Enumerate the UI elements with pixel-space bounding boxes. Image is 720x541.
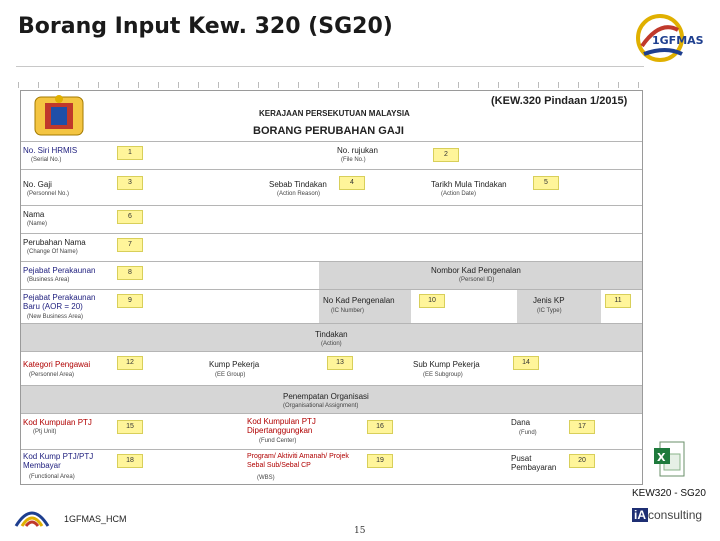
ic-section-header — [319, 262, 642, 290]
field-box[interactable]: 8 — [117, 266, 143, 280]
field-label: Sub Kump Pekerja — [413, 360, 480, 369]
form-header-org: KERAJAAN PERSEKUTUAN MALAYSIA — [259, 109, 410, 118]
action-section-sub: (Action) — [321, 341, 342, 347]
field-box[interactable]: 4 — [339, 176, 365, 190]
form-row — [21, 169, 642, 206]
field-sublabel: (Serial No.) — [31, 157, 62, 163]
field-box[interactable]: 9 — [117, 294, 143, 308]
form-row — [21, 385, 642, 414]
field-label: Program/ Aktiviti Amanah/ Projek Sebal Sub/Sebal CP — [247, 453, 349, 469]
form-row — [21, 449, 642, 484]
field-sublabel: (IC Type) — [537, 308, 562, 314]
field-label: Pejabat Perakaunan — [23, 266, 96, 275]
svg-text:X: X — [657, 451, 666, 464]
form-header-title: BORANG PERUBAHAN GAJI — [253, 125, 404, 137]
field-sublabel: (Ptj Unit) — [33, 429, 57, 435]
field-sublabel: (New Business Area) — [27, 314, 84, 320]
form-row — [21, 323, 642, 352]
action-section-title: Tindakan — [315, 330, 348, 339]
field-label: Perubahan Nama — [23, 238, 86, 247]
field-box[interactable]: 19 — [367, 454, 393, 468]
field-box[interactable]: 20 — [569, 454, 595, 468]
page-number: 15 — [354, 526, 366, 536]
field-sublabel: (Fund) — [519, 430, 537, 436]
action-section-header — [21, 324, 642, 352]
field-sublabel: (Action Reason) — [277, 191, 321, 197]
field-box[interactable]: 3 — [117, 176, 143, 190]
field-box[interactable]: 13 — [327, 356, 353, 370]
brand-logo-text: 1GFMAS — [652, 34, 704, 47]
malaysia-crest-icon — [21, 91, 131, 141]
field-label: Kategori Pengawai — [23, 360, 91, 369]
footer-text: 1GFMAS_HCM — [64, 514, 127, 524]
form-row — [21, 351, 642, 386]
field-label: No. rujukan — [337, 146, 378, 155]
field-label: No. Gaji — [23, 180, 52, 189]
field-sublabel: (Fund Center) — [259, 438, 297, 444]
consulting-text: consulting — [648, 508, 703, 522]
org-section-sub: (Organisational Assignment) — [283, 403, 359, 409]
1gfmas-logo-icon — [636, 10, 708, 66]
consulting-logo — [632, 508, 702, 522]
ruler-strip — [18, 82, 643, 88]
field-sublabel: (EE Subgroup) — [423, 372, 463, 378]
field-label: Kod Kumpulan PTJ Dipertanggungkan — [247, 417, 316, 435]
field-label: No. Siri HRMIS — [23, 146, 78, 155]
field-label: Tarikh Mula Tindakan — [431, 180, 507, 189]
field-box[interactable]: 10 — [419, 294, 445, 308]
field-box[interactable]: 7 — [117, 238, 143, 252]
field-box[interactable]: 18 — [117, 454, 143, 468]
excel-file-icon[interactable] — [652, 440, 688, 480]
field-label: Sebab Tindakan — [269, 180, 327, 189]
form-row — [21, 205, 642, 234]
form-row — [21, 233, 642, 262]
ic-section-sub: (Personel ID) — [459, 277, 495, 283]
field-box[interactable]: 14 — [513, 356, 539, 370]
consulting-brand: iA — [634, 508, 646, 522]
form-row — [21, 289, 642, 324]
slide-title: Borang Input Kew. 320 (SG20) — [18, 14, 393, 39]
field-label: Jenis KP — [533, 296, 565, 305]
field-sublabel: (File No.) — [341, 157, 366, 163]
field-sublabel: (Change Of Name) — [27, 249, 78, 255]
field-box[interactable]: 12 — [117, 356, 143, 370]
field-sublabel: (Name) — [27, 221, 48, 227]
field-box[interactable]: 5 — [533, 176, 559, 190]
field-box[interactable]: 16 — [367, 420, 393, 434]
field-label: No Kad Pengenalan — [323, 296, 395, 305]
field-box[interactable]: 17 — [569, 420, 595, 434]
ic-section-title: Nombor Kad Pengenalan — [431, 266, 521, 275]
field-box[interactable]: 15 — [117, 420, 143, 434]
field-label: Kump Pekerja — [209, 360, 260, 369]
org-section-header — [21, 386, 642, 414]
title-divider — [16, 66, 644, 67]
field-label: Nama — [23, 210, 45, 219]
org-section-title: Penempatan Organisasi — [283, 392, 369, 401]
field-label: Pejabat Perakaunan Baru (AOR = 20) — [23, 293, 96, 311]
field-label: Kod Kump PTJ/PTJ Membayar — [23, 452, 94, 470]
anm-logo-icon — [12, 500, 52, 536]
field-label: Kod Kumpulan PTJ — [23, 418, 92, 427]
field-box[interactable]: 2 — [433, 148, 459, 162]
field-box[interactable]: 1 — [117, 146, 143, 160]
ic-type-cell — [517, 290, 601, 324]
field-box[interactable]: 6 — [117, 210, 143, 224]
form-row — [21, 413, 642, 450]
form-row — [21, 141, 642, 170]
form-row — [21, 261, 642, 290]
field-sublabel: (Business Area) — [27, 277, 70, 283]
field-sublabel: (Personnel Area) — [29, 372, 75, 378]
field-sublabel: (Functional Area) — [29, 474, 75, 480]
field-label: Dana — [511, 418, 531, 427]
excel-file-label[interactable]: KEW320 - SG20 — [632, 488, 706, 499]
field-box[interactable]: 11 — [605, 294, 631, 308]
field-label: Pusat Pembayaran — [511, 454, 557, 472]
field-sublabel: (WBS) — [257, 475, 275, 481]
ic-number-cell — [319, 290, 411, 324]
field-sublabel: (IC Number) — [331, 308, 365, 314]
kew320-form — [20, 90, 643, 485]
field-sublabel: (Personnel No.) — [27, 191, 70, 197]
field-sublabel: (Action Date) — [441, 191, 477, 197]
field-sublabel: (EE Group) — [215, 372, 246, 378]
form-header-code: (KEW.320 Pindaan 1/2015) — [491, 95, 628, 107]
